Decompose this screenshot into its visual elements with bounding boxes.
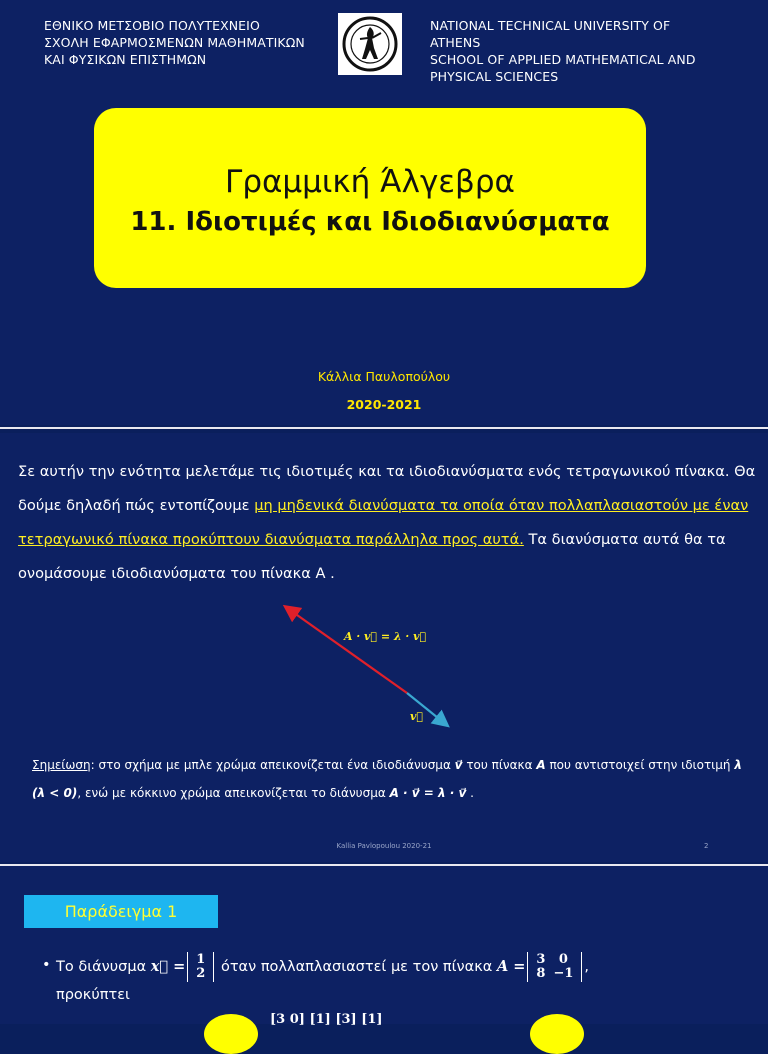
intro-text-end: Τα διανύσματα αυτά θα τα ονομάσουμε ιδιοδιανύσματα του πίνακα Α . [18, 531, 726, 582]
highlight-shape [204, 1014, 258, 1054]
matrix-entry: 3 [536, 952, 546, 967]
header-right-line: ATHENS [430, 35, 481, 50]
matrix-entry: 1 [196, 952, 206, 967]
header-left-line: ΕΘΝΙΚΟ ΜΕΤΣΟΒΙΟ ΠΟΛΥΤΕΧΝΕΙΟ [44, 18, 260, 33]
header-right-line: NATIONAL TECHNICAL UNIVERSITY OF [430, 18, 671, 33]
intro-paragraph [18, 455, 758, 591]
note-label: Σημείωση [32, 758, 91, 772]
example-body [42, 952, 589, 1008]
x-vector-label: x⃗ = [150, 958, 186, 975]
title-slide [0, 0, 768, 425]
title-box [94, 108, 646, 288]
example-slide [0, 866, 768, 1027]
header-left-line: ΣΧΟΛΗ ΕΦΑΡΜΟΣΜΕΝΩΝ ΜΑΘΗΜΑΤΙΚΩΝ [44, 35, 305, 50]
intro-highlight: μη μηδενικά διανύσματα τα οποία όταν πολλαπλασιαστούν με έναν τετραγωνικό πίνακα προκύπτουν διανύσματα παράλληλα προς αυτά. [18, 497, 749, 548]
matrix-entry: 8 [536, 966, 546, 981]
note-math: A · v⃗ = λ · v⃗ [389, 786, 467, 800]
example-heading: Παράδειγμα 1 [24, 895, 218, 928]
matrix-entry: 0 [558, 952, 568, 967]
bullet: • [42, 957, 51, 973]
academic-year: 2020-2021 [346, 397, 422, 412]
intro-slide [0, 433, 768, 862]
author-name: Κάλλια Παυλοπούλου [317, 369, 451, 384]
example-text: όταν πολλαπλασιαστεί με τον πίνακα [216, 959, 497, 975]
note-text: που αντιστοιχεί στην ιδιοτιμή [545, 758, 735, 772]
diagram-v-label: v⃗ [410, 710, 423, 723]
note-paragraph [32, 751, 752, 807]
a-matrix [527, 952, 582, 982]
university-logo [338, 13, 402, 75]
eigenvector-diagram [270, 598, 470, 728]
example-text: , [584, 959, 589, 975]
example-text: Το διάνυσμα [56, 959, 151, 975]
diagram-equation: A · v⃗ = λ · v⃗ [344, 630, 427, 643]
header-right-line: SCHOOL OF APPLIED MATHEMATICAL AND [430, 52, 696, 67]
note-text: . [466, 786, 474, 800]
note-text: : στο σχήμα με μπλε χρώμα απεικονίζεται ένα ιδιοδιάνυσμα [90, 758, 455, 772]
x-vector-matrix [187, 952, 214, 982]
red-vector [290, 610, 407, 693]
example-text: προκύπτει [56, 987, 130, 1003]
university-name-greek [44, 17, 305, 68]
slide-footer: Kallia Pavlopoulou 2020-21 [336, 842, 432, 850]
university-name-english [430, 17, 696, 85]
course-title: Γραμμική Άλγεβρα [225, 164, 515, 200]
slide-divider [0, 427, 768, 429]
header-right-line: PHYSICAL SCIENCES [430, 69, 559, 84]
note-text: , ενώ με κόκκινο χρώμα απεικονίζεται το διάνυσμα [77, 786, 390, 800]
note-math: λ (λ < 0) [32, 758, 742, 800]
note-text: του πίνακα [462, 758, 537, 772]
note-math: v⃗ [454, 758, 463, 772]
chapter-title: 11. Ιδιοτιμές και Ιδιοδιανύσματα [130, 207, 610, 237]
partial-equation: [3 0] [1] [3] [1] [270, 1012, 383, 1027]
highlight-shape [530, 1014, 584, 1054]
matrix-entry: 2 [196, 966, 206, 981]
a-matrix-label: A = [496, 958, 526, 975]
page-number: 2 [704, 842, 709, 850]
matrix-entry: −1 [553, 966, 574, 981]
intro-text: Σε αυτήν την ενότητα μελετάμε τις ιδιοτιμές και τα ιδιοδιανύσματα ενός τετραγωνικού πίνακα. Θα δούμε δηλαδή πώς εντοπίζουμε [18, 463, 756, 514]
header-left-line: ΚΑΙ ΦΥΣΙΚΩΝ ΕΠΙΣΤΗΜΩΝ [44, 52, 207, 67]
note-math: A [536, 758, 546, 772]
